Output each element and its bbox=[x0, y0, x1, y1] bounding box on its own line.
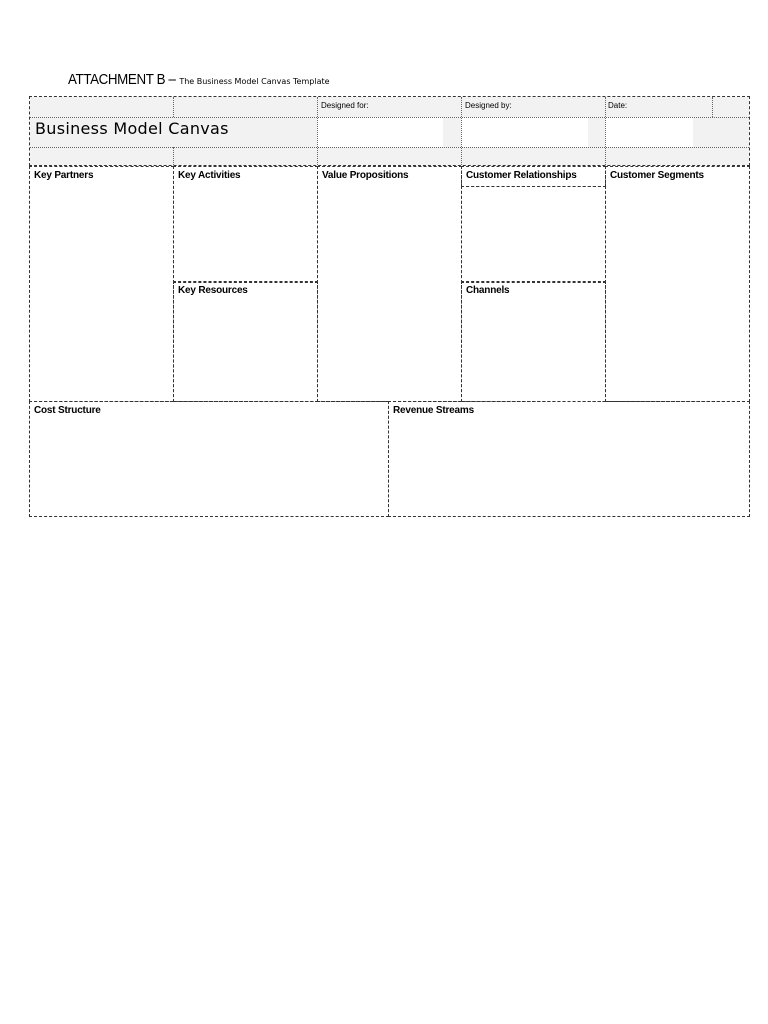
designed-by-field[interactable] bbox=[461, 117, 588, 147]
date-field[interactable] bbox=[605, 117, 693, 147]
revenue-streams-block[interactable] bbox=[388, 401, 750, 517]
key-activities-block[interactable] bbox=[173, 166, 318, 283]
value-propositions-block[interactable] bbox=[317, 166, 462, 402]
header-divider bbox=[461, 97, 462, 165]
attachment-label: ATTACHMENT B – bbox=[68, 72, 176, 88]
header-rule bbox=[30, 117, 749, 118]
attachment-subtitle: The Business Model Canvas Template bbox=[179, 77, 330, 86]
customer-relationships-header bbox=[461, 166, 606, 187]
date-label: Date: bbox=[608, 101, 628, 110]
channels-label: Channels bbox=[466, 285, 510, 296]
customer-segments-block[interactable] bbox=[605, 166, 750, 402]
header-divider bbox=[173, 147, 174, 165]
canvas-header bbox=[29, 96, 750, 166]
customer-relationships-label: Customer Relationships bbox=[466, 170, 577, 181]
designed-for-label: Designed for: bbox=[321, 101, 369, 110]
channels-block[interactable] bbox=[461, 281, 606, 402]
revenue-streams-label: Revenue Streams bbox=[393, 405, 474, 416]
customer-segments-label: Customer Segments bbox=[610, 170, 704, 181]
header-divider bbox=[605, 97, 606, 165]
key-partners-block[interactable] bbox=[29, 166, 174, 402]
customer-relationships-block[interactable] bbox=[461, 186, 606, 283]
header-divider bbox=[317, 97, 318, 165]
document-heading bbox=[68, 71, 330, 89]
designed-by-label: Designed by: bbox=[465, 101, 512, 110]
key-resources-label: Key Resources bbox=[178, 285, 248, 296]
cost-structure-label: Cost Structure bbox=[34, 405, 101, 416]
designed-for-field[interactable] bbox=[317, 117, 443, 147]
key-partners-label: Key Partners bbox=[34, 170, 94, 181]
key-activities-label: Key Activities bbox=[178, 170, 241, 181]
header-divider bbox=[712, 97, 713, 117]
key-resources-block[interactable] bbox=[173, 281, 318, 402]
header-divider bbox=[173, 97, 174, 117]
value-propositions-label: Value Propositions bbox=[322, 170, 409, 181]
header-rule bbox=[30, 147, 749, 148]
cost-structure-block[interactable] bbox=[29, 401, 389, 517]
canvas-title: Business Model Canvas bbox=[35, 119, 229, 138]
